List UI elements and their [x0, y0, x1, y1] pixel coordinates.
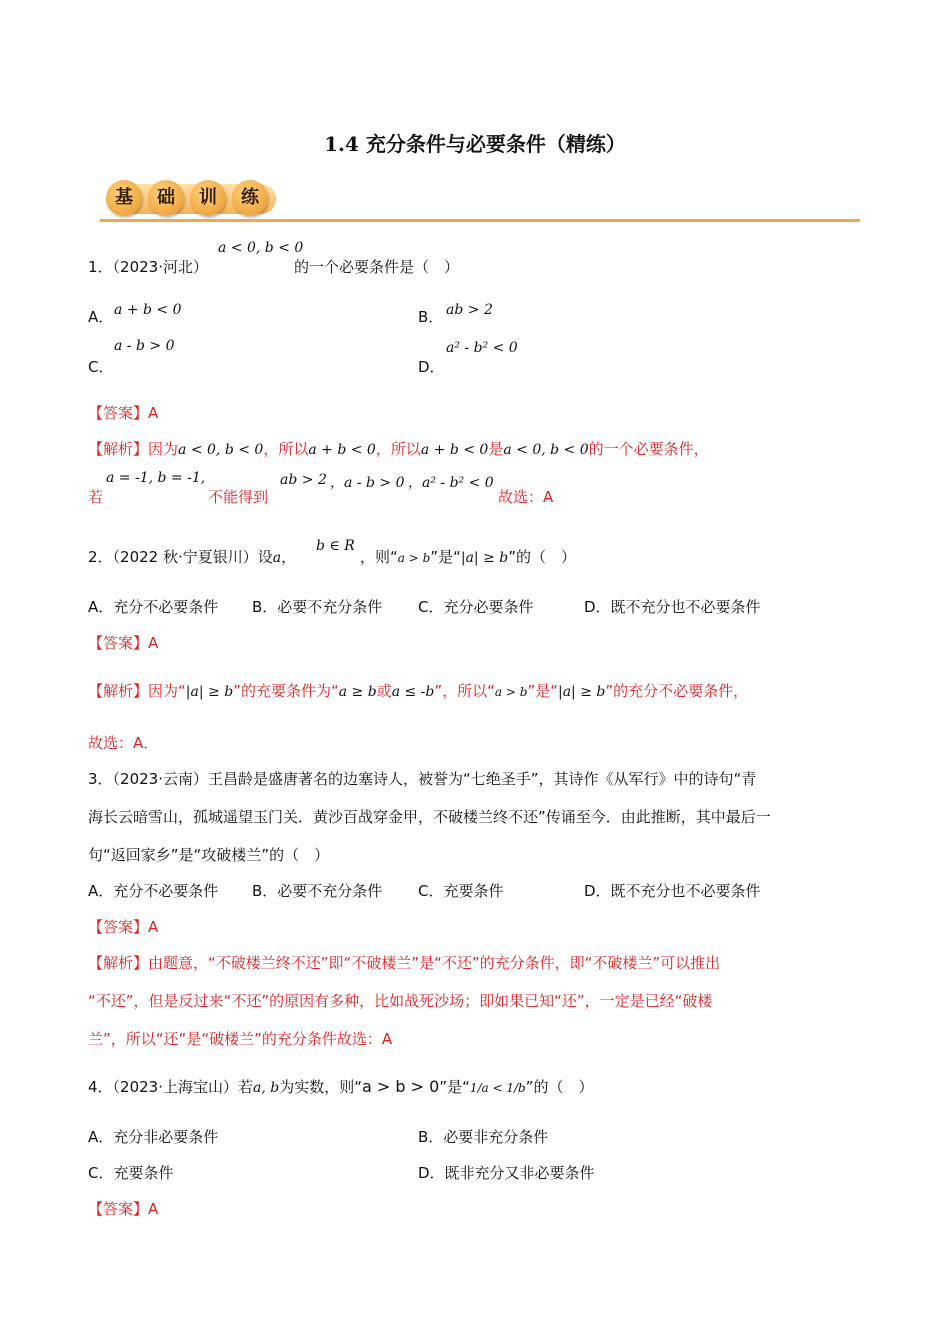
explanation-label: 【解析】 — [88, 954, 149, 972]
text: ”是“ — [439, 1078, 470, 1096]
question-number: 2． — [88, 548, 113, 566]
text: ”是“ — [430, 548, 461, 566]
option-d[interactable]: D．既非充分又非必要条件 — [418, 1164, 595, 1182]
text: ，则“ — [360, 548, 398, 566]
explanation-3-line1 — [88, 952, 720, 973]
math: a ≥ b — [338, 684, 377, 700]
explanation-2-line1 — [88, 680, 748, 701]
option-c[interactable]: C．充要条件 — [88, 1164, 174, 1182]
explanation-1-math: a = -1, b = -1, — [106, 470, 206, 486]
question-1-condition: a < 0, b < 0 — [218, 240, 304, 256]
option-b[interactable] — [418, 306, 443, 327]
question-2-text — [360, 546, 576, 567]
question-4-stem — [88, 1076, 594, 1097]
answer-label: 【答案】 — [88, 1200, 149, 1218]
text: 因为 — [148, 440, 179, 458]
option-label: B． — [418, 308, 444, 326]
option-b[interactable]: B．必要非充分条件 — [418, 1128, 549, 1146]
answer-value: A — [148, 918, 159, 936]
question-1-stem — [88, 256, 208, 277]
question-source: （2023·上海宝山）若 — [112, 1078, 253, 1096]
text: 为实数，则“ — [279, 1078, 362, 1096]
explanation-3-line2: “不还”，但是反过来“不还”的原因有多种，比如战死沙场；即如果已知“还”，一定是已经“破楼 — [88, 992, 713, 1010]
math: |a| ≥ b — [557, 684, 606, 700]
banner-char: 础 — [148, 180, 184, 216]
text: ”的（ ） — [508, 548, 577, 566]
explanation-2-conclusion: 故选：A． — [88, 734, 159, 752]
option-a[interactable]: A．充分不必要条件 — [88, 882, 219, 900]
explanation-3-line3: 兰”，所以“还”是“破楼兰”的充分条件故选：A — [88, 1030, 393, 1048]
option-c[interactable]: C．充分必要条件 — [418, 598, 534, 616]
math: |a| ≥ b — [460, 550, 509, 566]
option-b-expr: ab > 2 — [446, 302, 493, 318]
answer-label: 【答案】 — [88, 404, 149, 422]
math: 1/a < 1/b — [469, 1081, 526, 1095]
answer-3 — [88, 916, 158, 937]
math: a > b > 0 — [362, 1077, 440, 1096]
text: 由题意，“不破楼兰终不还”即“不破楼兰”是“不还”的充分条件，即“不破楼兰”可以推出 — [148, 954, 721, 972]
option-c[interactable]: C．充要条件 — [418, 882, 504, 900]
math: a + b < 0 — [308, 442, 376, 458]
option-d-expr: a² - b² < 0 — [446, 340, 518, 356]
option-a[interactable] — [88, 306, 113, 327]
banner-underline — [100, 219, 860, 222]
answer-value: A — [148, 634, 159, 652]
page-title: 1.4 充分条件与必要条件（精练） — [324, 132, 626, 156]
option-label: D． — [418, 358, 445, 376]
option-b[interactable]: B．必要不充分条件 — [252, 598, 383, 616]
text: ，所以 — [263, 440, 309, 458]
explanation-1-line1 — [88, 438, 709, 459]
option-label: A． — [88, 308, 114, 326]
option-b[interactable]: B．必要不充分条件 — [252, 882, 383, 900]
answer-label: 【答案】 — [88, 634, 149, 652]
question-3-line1 — [88, 768, 756, 789]
question-number: 3． — [88, 770, 113, 788]
explanation-1-ruo: 若 — [88, 488, 104, 506]
math: a < 0, b < 0 — [503, 442, 589, 458]
text: ”，所以“ — [434, 682, 495, 700]
math: |a| ≥ b — [185, 684, 234, 700]
question-3-line3: 句“返回家乡”是“攻破楼兰”的（ ） — [88, 846, 330, 864]
option-c[interactable] — [88, 356, 113, 377]
text: 的一个必要条件， — [588, 440, 709, 458]
explanation-1-conclusion: 故选：A — [498, 488, 554, 506]
text: 因为“ — [148, 682, 186, 700]
text: ”是“ — [527, 682, 558, 700]
option-a[interactable]: A．充分不必要条件 — [88, 598, 219, 616]
explanation-label: 【解析】 — [88, 440, 149, 458]
explanation-1-text: 不能得到 — [208, 488, 269, 506]
text: 是 — [488, 440, 504, 458]
answer-2 — [88, 632, 158, 653]
math: a ≤ -b — [391, 684, 435, 700]
math: a > b — [397, 551, 431, 565]
answer-value: A — [148, 1200, 159, 1218]
banner-char: 练 — [232, 180, 268, 216]
question-source: （2023·河北） — [112, 258, 208, 276]
math: a > b — [494, 685, 528, 699]
explanation-1-math: ，a - b > 0 — [330, 475, 405, 491]
option-d[interactable] — [418, 356, 445, 377]
banner-char: 基 — [106, 180, 142, 216]
explanation-label: 【解析】 — [88, 682, 149, 700]
question-3-line2: 海长云暗雪山，孤城遥望玉门关．黄沙百战穿金甲，不破楼兰终不还”传诵至今．由此推断，其中最后一 — [88, 808, 771, 826]
option-a[interactable]: A．充分非必要条件 — [88, 1128, 219, 1146]
text: ”的（ ） — [525, 1078, 594, 1096]
question-number: 1． — [88, 258, 113, 276]
option-d[interactable]: D．既不充分也不必要条件 — [584, 598, 761, 616]
banner-char: 训 — [190, 180, 226, 216]
option-c-expr: a - b > 0 — [114, 338, 175, 354]
option-a-expr: a + b < 0 — [114, 302, 182, 318]
answer-value: A — [148, 404, 159, 422]
answer-label: 【答案】 — [88, 918, 149, 936]
question-text: （2023·云南）王昌龄是盛唐著名的边塞诗人，被誉为“七绝圣手”，其诗作《从军行》中的诗句“青 — [112, 770, 757, 788]
question-2-stem: 2．（2022 秋·宁夏银川）设a， — [88, 548, 297, 566]
math: a, b — [253, 1080, 280, 1096]
math: a — [272, 550, 282, 566]
math: a < 0, b < 0 — [178, 442, 264, 458]
question-1-text: 的一个必要条件是（ ） — [294, 258, 460, 276]
question-2-condition: b ∈ R — [316, 538, 355, 554]
section-banner — [88, 178, 860, 222]
text: ，所以 — [375, 440, 421, 458]
option-d[interactable]: D．既不充分也不必要条件 — [584, 882, 761, 900]
text: ”的充分不必要条件， — [605, 682, 749, 700]
question-source: （2022 秋·宁夏银川）设 — [112, 548, 273, 566]
text: ”的充要条件为“ — [233, 682, 339, 700]
explanation-1-math: ab > 2 — [280, 472, 327, 488]
text: 或 — [376, 682, 392, 700]
answer-1 — [88, 402, 158, 423]
math: a + b < 0 — [420, 442, 489, 458]
explanation-1-math: ，a² - b² < 0 — [408, 475, 494, 491]
option-label: C． — [88, 358, 114, 376]
answer-4 — [88, 1198, 158, 1219]
question-number: 4． — [88, 1078, 113, 1096]
